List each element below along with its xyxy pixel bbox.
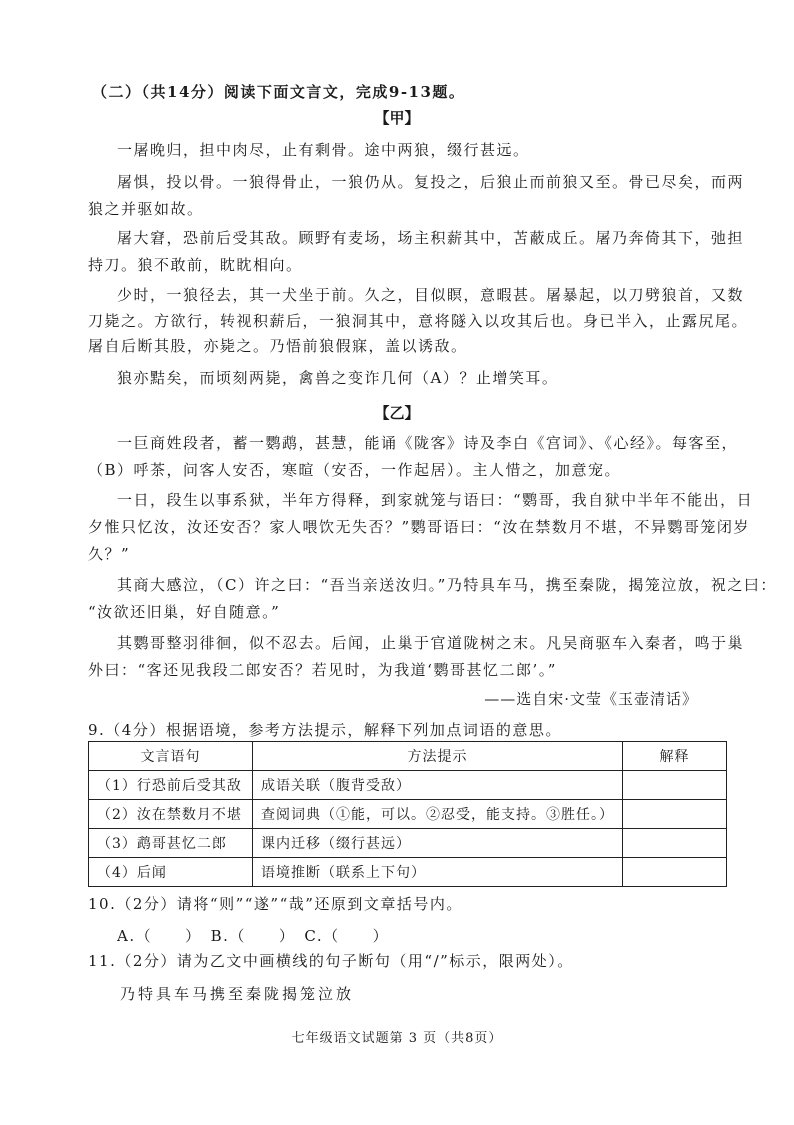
passage-b-line: 外曰：“客还见我段二郎安否？若见时，为我道‘鹦哥甚忆二郎’。” [88, 661, 557, 679]
hint-cell: 课内迁移（缀行甚远） [253, 829, 623, 858]
answer-cell[interactable] [623, 858, 727, 887]
q9-table [88, 741, 727, 887]
sentence-cell: （2）汝在禁数月不堪 [89, 800, 253, 829]
column-header: 文言语句 [89, 742, 253, 771]
passage-a-line: 屠大窘，恐前后受其敌。顾野有麦场，场主积薪其中，苫蔽成丘。屠乃奔倚其下，弛担 [117, 229, 745, 247]
passage-a-title: 【甲】 [374, 109, 420, 127]
table-header-row [89, 742, 727, 771]
passage-b-line: （B）呼茶，问客人安否，寒暄（安否，一作起居）。主人惜之，加意宠。 [88, 461, 622, 479]
passage-a-line: 少时，一狼径去，其一犬坐于前。久之，目似瞑，意暇甚。屠暴起，以刀劈狼首，又数 [117, 286, 745, 304]
q10-options[interactable]: A.（ ） B.（ ） C.（ ） [117, 927, 390, 945]
table-row [89, 829, 727, 858]
table-row [89, 771, 727, 800]
passage-b-line: 久？” [88, 545, 131, 563]
passage-a-line: 持刀。狼不敢前，眈眈相向。 [88, 256, 303, 274]
passage-a-line: 屠惧，投以骨。一狼得骨止，一狼仍从。复投之，后狼止而前狼又至。骨已尽矣，而两 [117, 173, 745, 191]
passage-b-source: ——选自宋·文莹《玉壶清话》 [484, 690, 698, 708]
passage-b-line: 其鹦哥整羽徘徊，似不忍去。后闻，止巢于官道陇树之末。凡吴商驱车入秦者，鸣于巢 [117, 634, 745, 652]
passage-a-line: 屠自后断其股，亦毙之。乃悟前狼假寐，盖以诱敌。 [88, 337, 468, 355]
section-header: （二）（共14分）阅读下面文言文，完成9-13题。 [92, 83, 466, 101]
passage-b-line: 夕惟只忆汝，汝还安否？家人喂饮无失否？”鹦哥语曰：“汝在禁数月不堪，不异鹦哥笼闭岁 [88, 518, 750, 536]
passage-b-line: 其商大感泣，（C）许之曰：“吾当亲送汝归。”乃特具车马，携至秦陇，揭笼泣放，祝之曰： [117, 576, 777, 594]
sentence-cell: （4）后闻 [89, 858, 253, 887]
passage-b-line: 一巨商姓段者，蓄一鹦鹉，甚慧，能诵《陇客》诗及李白《宫词》、《心经》。每客至， [117, 434, 739, 452]
column-header: 方法提示 [253, 742, 623, 771]
passage-b-title: 【乙】 [374, 404, 420, 422]
table-row [89, 800, 727, 829]
q10-prompt: 10.（2分）请将“则”“遂”“哉”还原到文章括号内。 [88, 895, 463, 913]
answer-cell[interactable] [623, 800, 727, 829]
answer-cell[interactable] [623, 771, 727, 800]
hint-cell: 查阅词典（①能，可以。②忍受，能支持。③胜任。） [253, 800, 623, 829]
q9-prompt: 9.（4分）根据语境，参考方法提示，解释下列加点词语的意思。 [88, 721, 562, 739]
passage-a-line: 一屠晚归，担中肉尽，止有剩骨。途中两狼，缀行甚远。 [117, 141, 530, 159]
answer-cell[interactable] [623, 829, 727, 858]
hint-cell: 成语关联（腹背受敌） [253, 771, 623, 800]
sentence-cell: （3）鹉哥甚忆二郎 [89, 829, 253, 858]
q11-prompt: 11.（2分）请为乙文中画横线的句子断句（用“/”标示，限两处）。 [88, 952, 574, 970]
passage-b-line: “汝欲还旧巢，好自随意。” [88, 603, 281, 621]
sentence-cell: （1）行恐前后受其敌 [89, 771, 253, 800]
column-header: 解释 [623, 742, 727, 771]
q11-sentence: 乃特具车马携至秦陇揭笼泣放 [120, 985, 355, 1003]
page-footer: 七年级语文试题第 3 页（共8页） [291, 1031, 503, 1046]
table-row [89, 858, 727, 887]
passage-a-line: 狼之并驱如故。 [88, 200, 204, 218]
hint-cell: 语境推断（联系上下句） [253, 858, 623, 887]
passage-b-line: 一日，段生以事系狱，半年方得释，到家就笼与语曰：“鹦哥，我自狱中半年不能出，日 [117, 491, 754, 509]
passage-a-line: 刀毙之。方欲行，转视积薪后，一狼洞其中，意将隧入以攻其后也。身已半入，止露尻尾。 [88, 312, 749, 330]
passage-a-line: 狼亦黠矣，而顷刻两毙，禽兽之变诈几何（A）？止增笑耳。 [117, 369, 559, 387]
